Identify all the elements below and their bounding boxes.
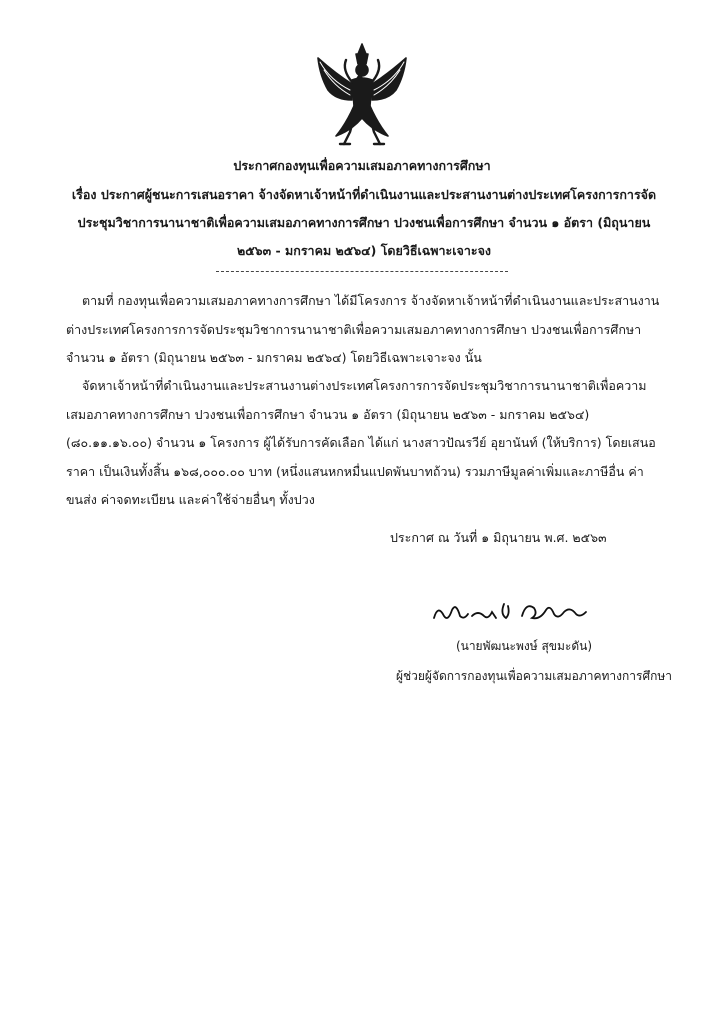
header-divider (216, 271, 508, 272)
announcement-date: ประกาศ ณ วันที่ ๑ มิถุนายน พ.ศ. ๒๕๖๓ (390, 530, 607, 545)
handwritten-signature (430, 596, 590, 626)
signer-position: ผู้ช่วยผู้จัดการกองทุนเพื่อความเสมอภาคทางการศึกษา (395, 669, 672, 683)
body-paragraph-2: จัดหาเจ้าหน้าที่ดำเนินงานและประสานงานต่างประเทศโครงการการจัดประชุมวิชาการนานาชาติเพื่อความเสมอภาคทางการศึกษา ปวงชนเพื่อการศึกษา จำนวน ๑ อัตรา (มิถุนายน ๒๕๖๓ - มกราคม ๒๕๖๔) (๘๐.๑๑.๑๖.๐๐) จำนวน ๑ โครงการ ผู้ได้รับการคัดเลือก ได้แก่ นางสาวปัณรวีย์ อุยานันท์ (ให้บริการ) โดยเสนอราคา เป็นเงินทั้งสิ้น ๑๖๘,๐๐๐.๐๐ บาท (หนึ่งแสนหกหมื่นแปดพันบาทถ้วน) รวมภาษีมูลค่าเพิ่มและภาษีอื่น ค่าขนส่ง ค่าจดทะเบียน และค่าใช้จ่ายอื่นๆ ทั้งปวง (66, 378, 656, 507)
body-paragraph-1: ตามที่ กองทุนเพื่อความเสมอภาคทางการศึกษา ได้มีโครงการ จ้างจัดหาเจ้าหน้าที่ดำเนินงานและประสานงานต่างประเทศโครงการการจัดประชุมวิชาการนานาชาติเพื่อความเสมอภาคทางการศึกษา ปวงชนเพื่อการศึกษา จำนวน ๑ อัตรา (มิถุนายน ๒๕๖๓ - มกราคม ๒๕๖๔) โดยวิธีเฉพาะเจาะจง นั้น (66, 293, 660, 365)
signer-name: (นายพัฒนะพงษ์ สุขมะดัน) (455, 639, 593, 653)
garuda-emblem-icon (306, 40, 418, 152)
announcement-agency-title: ประกาศกองทุนเพื่อความเสมอภาคทางการศึกษา (233, 158, 491, 173)
announcement-subject: เรื่อง ประกาศผู้ชนะการเสนอราคา จ้างจัดหาเจ้าหน้าที่ดำเนินงานและประสานงานต่างประเทศโครงการการจัดประชุมวิชาการนานาชาติเพื่อความเสมอภาคทางการศึกษา ปวงชนเพื่อการศึกษา จำนวน ๑ อัตรา (มิถุนายน ๒๕๖๓ - มกราคม ๒๕๖๔) โดยวิธีเฉพาะเจาะจง (71, 187, 657, 258)
